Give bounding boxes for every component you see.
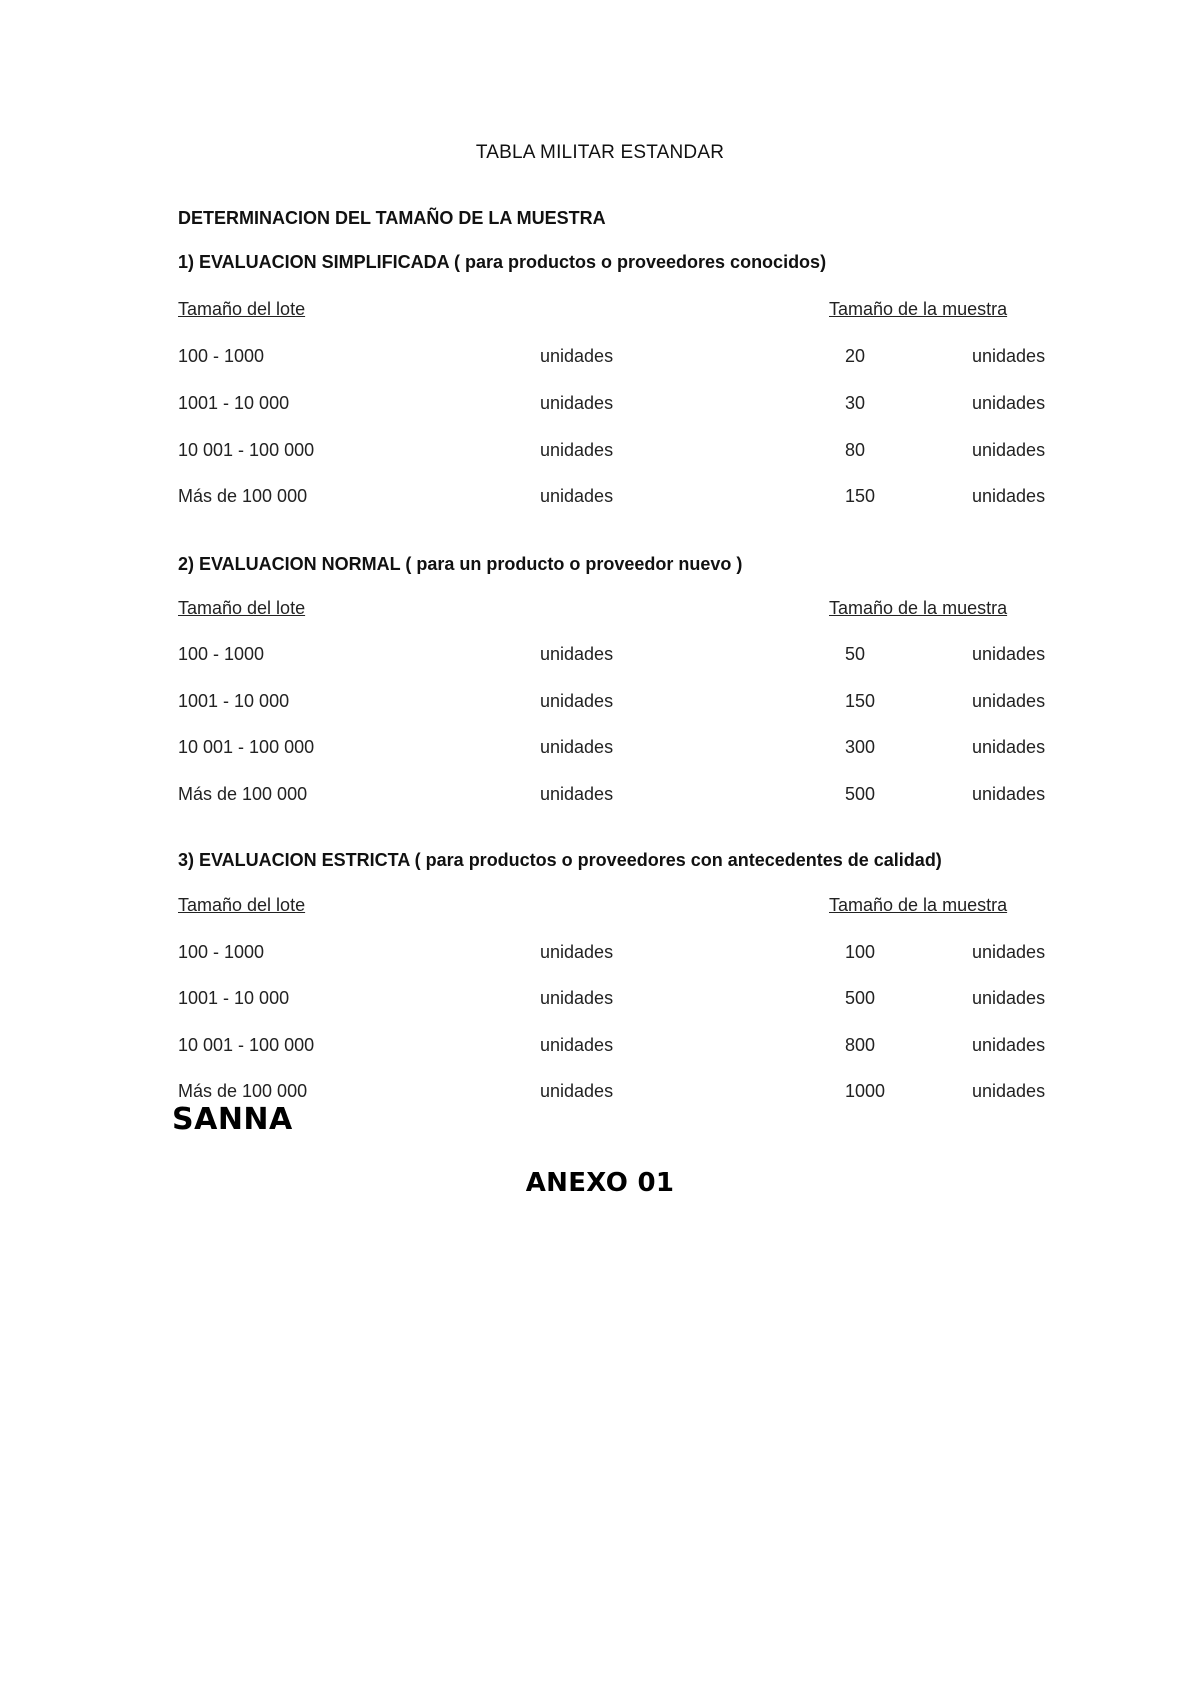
lot-range: 10 001 - 100 000 bbox=[178, 440, 315, 460]
lot-unit: unidades bbox=[540, 1035, 614, 1055]
lot-size-header: Tamaño del lote bbox=[178, 895, 306, 915]
section-heading: 3) EVALUACION ESTRICTA ( para productos o proveedores con antecedentes de calidad) bbox=[178, 850, 942, 870]
sample-unit: unidades bbox=[972, 737, 1046, 757]
document-title: TABLA MILITAR ESTANDAR bbox=[475, 142, 725, 163]
lot-range: Más de 100 000 bbox=[178, 784, 308, 804]
lot-size-header: Tamaño del lote bbox=[178, 598, 306, 618]
lot-range: 1001 - 10 000 bbox=[178, 691, 290, 711]
sample-size: 50 bbox=[845, 644, 866, 664]
lot-range: 10 001 - 100 000 bbox=[178, 737, 315, 757]
lot-unit: unidades bbox=[540, 393, 614, 413]
sample-size: 500 bbox=[845, 988, 876, 1008]
lot-range: Más de 100 000 bbox=[178, 486, 308, 506]
sample-unit: unidades bbox=[972, 691, 1046, 711]
sample-unit: unidades bbox=[972, 784, 1046, 804]
sample-size-header: Tamaño de la muestra bbox=[829, 895, 1008, 915]
sample-size-header: Tamaño de la muestra bbox=[829, 299, 1008, 319]
lot-range: 100 - 1000 bbox=[178, 942, 265, 962]
lot-unit: unidades bbox=[540, 644, 614, 664]
lot-unit: unidades bbox=[540, 691, 614, 711]
sample-size: 1000 bbox=[845, 1081, 886, 1101]
lot-unit: unidades bbox=[540, 988, 614, 1008]
sample-size: 800 bbox=[845, 1035, 876, 1055]
lot-range: Más de 100 000 bbox=[178, 1081, 308, 1101]
lot-range: 1001 - 10 000 bbox=[178, 988, 290, 1008]
lot-unit: unidades bbox=[540, 440, 614, 460]
sample-unit: unidades bbox=[972, 1081, 1046, 1101]
lot-unit: unidades bbox=[540, 1081, 614, 1101]
document-subtitle: DETERMINACION DEL TAMAÑO DE LA MUESTRA bbox=[178, 208, 606, 228]
lot-range: 1001 - 10 000 bbox=[178, 393, 290, 413]
sample-unit: unidades bbox=[972, 486, 1046, 506]
sample-size: 20 bbox=[845, 346, 866, 366]
signature-text: SANNA bbox=[172, 1102, 293, 1137]
sample-unit: unidades bbox=[972, 393, 1046, 413]
sample-unit: unidades bbox=[972, 1035, 1046, 1055]
lot-unit: unidades bbox=[540, 486, 614, 506]
lot-unit: unidades bbox=[540, 346, 614, 366]
sample-size: 500 bbox=[845, 784, 876, 804]
sample-size: 300 bbox=[845, 737, 876, 757]
sample-size: 150 bbox=[845, 691, 876, 711]
sample-unit: unidades bbox=[972, 346, 1046, 366]
sample-unit: unidades bbox=[972, 942, 1046, 962]
annex-label: ANEXO 01 bbox=[525, 1168, 675, 1198]
sample-size: 30 bbox=[845, 393, 866, 413]
lot-range: 100 - 1000 bbox=[178, 644, 265, 664]
section-heading: 2) EVALUACION NORMAL ( para un producto o proveedor nuevo ) bbox=[178, 554, 743, 574]
lot-unit: unidades bbox=[540, 737, 614, 757]
section-heading: 1) EVALUACION SIMPLIFICADA ( para productos o proveedores conocidos) bbox=[178, 252, 827, 272]
lot-unit: unidades bbox=[540, 784, 614, 804]
lot-size-header: Tamaño del lote bbox=[178, 299, 306, 319]
sample-size: 80 bbox=[845, 440, 866, 460]
sample-size: 150 bbox=[845, 486, 876, 506]
lot-range: 10 001 - 100 000 bbox=[178, 1035, 315, 1055]
lot-unit: unidades bbox=[540, 942, 614, 962]
sample-size-header: Tamaño de la muestra bbox=[829, 598, 1008, 618]
lot-range: 100 - 1000 bbox=[178, 346, 265, 366]
sample-unit: unidades bbox=[972, 988, 1046, 1008]
sample-unit: unidades bbox=[972, 440, 1046, 460]
sample-unit: unidades bbox=[972, 644, 1046, 664]
sample-size: 100 bbox=[845, 942, 876, 962]
